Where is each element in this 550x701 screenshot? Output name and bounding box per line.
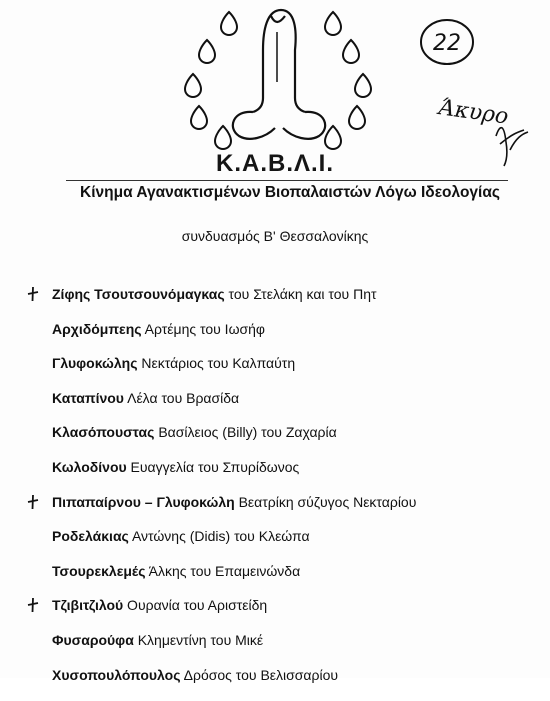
ballot-number: 22 xyxy=(433,31,461,56)
candidate-surname: Ζίφης Τσουτσουνόμαγκας xyxy=(52,286,225,302)
candidate-surname: Ροδελάκιας xyxy=(52,528,129,545)
candidate-list xyxy=(0,286,550,701)
candidate-given-name: Ουρανία του Αριστείδη xyxy=(123,597,268,614)
candidate-given-name: Βεατρίκη σύζυγος Νεκταρίου xyxy=(234,493,417,510)
party-logo xyxy=(183,2,373,152)
candidate-surname: Χυσοπουλόπουλος xyxy=(52,666,181,683)
candidate-row[interactable] xyxy=(0,632,550,667)
candidate-surname: Κλασόπουστας xyxy=(52,424,155,441)
candidate-row[interactable] xyxy=(0,459,550,494)
candidate-row[interactable] xyxy=(0,390,550,425)
candidate-name xyxy=(52,528,310,544)
void-note: Άκυρο xyxy=(437,95,510,130)
candidate-given-name: Λέλα του Βρασίδα xyxy=(123,389,240,406)
candidate-name xyxy=(52,494,416,510)
candidate-surname: Τζιβιτζιλού xyxy=(52,597,124,614)
candidate-name xyxy=(52,632,263,648)
signature-scribble xyxy=(496,128,528,166)
candidate-given-name: Βασίλειος (Billy) του Ζαχαρία xyxy=(154,424,337,441)
candidate-row[interactable] xyxy=(0,563,550,598)
candidate-name xyxy=(52,321,265,337)
ballot-number-circle xyxy=(418,17,476,67)
candidate-row[interactable] xyxy=(0,494,550,529)
candidate-surname: Γλυφοκώλης xyxy=(52,355,138,372)
title-underline xyxy=(66,180,508,181)
candidate-given-name: Αρτέμης του Ιωσήφ xyxy=(141,320,266,337)
candidate-given-name: Δρόσος του Βελισσαρίου xyxy=(180,666,339,683)
candidate-given-name: Νεκτάριος του Καλπαύτη xyxy=(137,355,296,372)
candidate-row[interactable] xyxy=(0,667,550,701)
preference-cross-icon xyxy=(26,494,40,510)
candidate-surname: Τσουρεκλεμές xyxy=(52,562,146,579)
candidate-given-name: Αντώνης (Didis) του Κλεώπα xyxy=(128,528,310,545)
party-name: Κ.Α.Β.Λ.Ι. xyxy=(215,150,334,177)
candidate-surname: Πιπαπαίρνου – Γλυφοκώλη xyxy=(52,493,235,510)
candidate-row[interactable] xyxy=(0,286,550,321)
preference-cross-icon xyxy=(26,286,40,302)
coalition-label: συνδυασμός Β' Θεσσαλονίκης xyxy=(181,228,369,244)
candidate-row[interactable] xyxy=(0,321,550,356)
candidate-given-name: Ευαγγελία του Σπυρίδωνος xyxy=(126,458,300,475)
candidate-name xyxy=(52,390,239,406)
party-full-name: Κίνημα Αγανακτισμένων Βιοπαλαιστών Λόγω Ιδεολογίας xyxy=(80,184,500,201)
preference-cross-icon xyxy=(26,597,40,613)
candidate-row[interactable] xyxy=(0,528,550,563)
candidate-row[interactable] xyxy=(0,355,550,390)
void-annotation xyxy=(434,84,544,174)
candidate-name xyxy=(52,459,299,475)
candidate-name xyxy=(52,667,338,683)
candidate-row[interactable] xyxy=(0,597,550,632)
candidate-name xyxy=(52,286,377,302)
candidate-given-name: του Στελάκη και του Πητ xyxy=(224,286,377,302)
candidate-given-name: Άλκης του Επαμεινώνδα xyxy=(145,562,301,579)
candidate-surname: Φυσαρούφα xyxy=(52,631,134,648)
candidate-surname: Κωλοδίνου xyxy=(52,458,127,475)
candidate-surname: Αρχιδόμπεης xyxy=(52,320,142,337)
candidate-name xyxy=(52,597,267,613)
candidate-row[interactable] xyxy=(0,424,550,459)
candidate-surname: Καταπίνου xyxy=(52,389,124,406)
candidate-given-name: Κλημεντίνη του Μικέ xyxy=(133,631,264,648)
candidate-name xyxy=(52,424,337,440)
candidate-name xyxy=(52,563,300,579)
candidate-name xyxy=(52,355,295,371)
